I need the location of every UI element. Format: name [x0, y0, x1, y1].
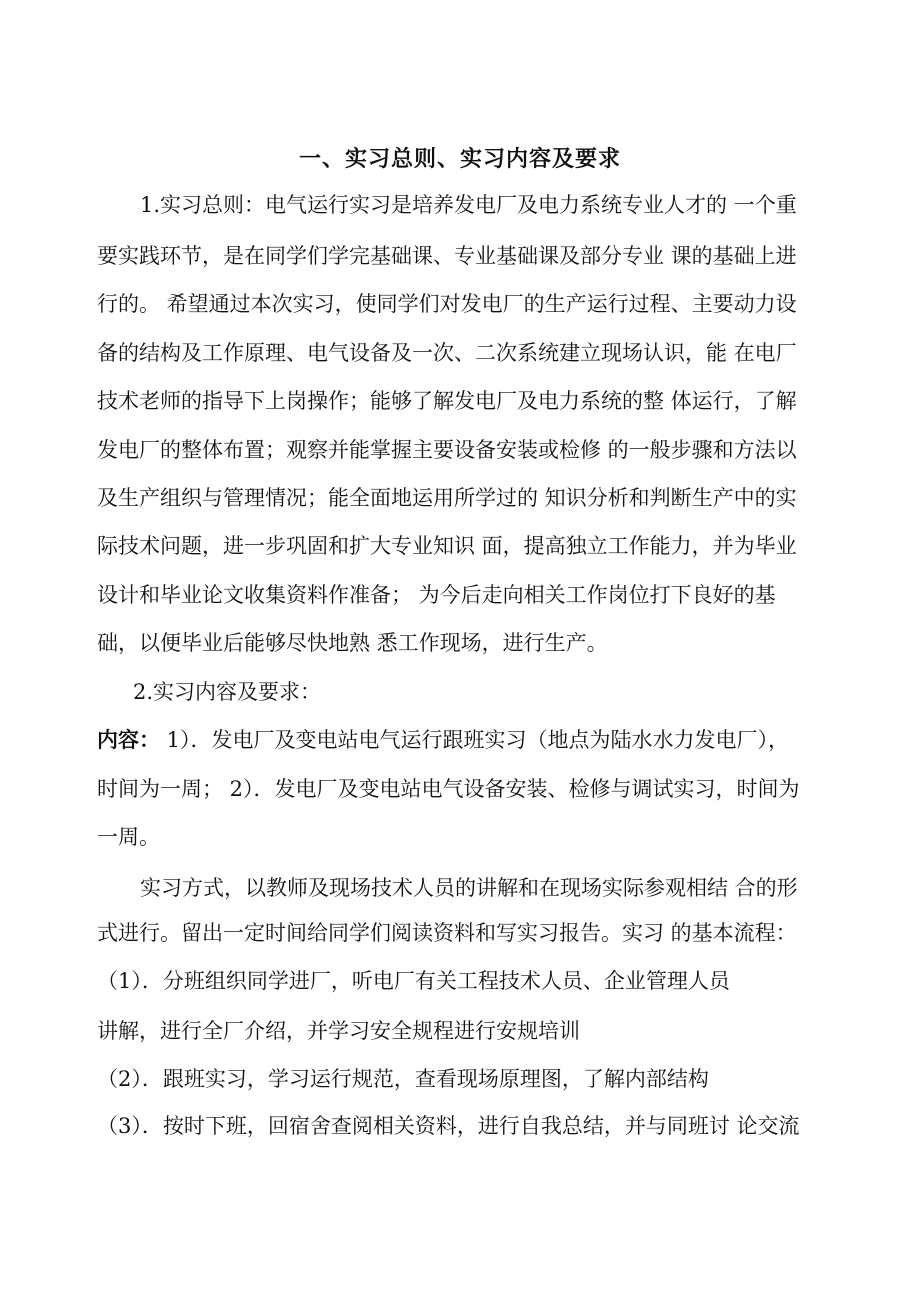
paragraph-line: 础，以便毕业后能够尽快地熟 悉工作现场，进行生产。 [97, 631, 608, 655]
list-item: （2）．跟班实习，学习运行规范，查看现场原理图，了解内部结构 [97, 1067, 709, 1091]
page-title: 一、实习总则、实习内容及要求 [298, 146, 621, 172]
paragraph-line: 技术老师的指导下上岗操作；能够了解发电厂及电力系统的整 体运行，了解 [97, 389, 797, 413]
paragraph-line: 式进行。留出一定时间给同学们阅读资料和写实习报告。实习 的基本流程： [97, 921, 797, 945]
paragraph-line: 1.实习总则：电气运行实习是培养发电厂及电力系统专业人才的 一个重 [140, 193, 797, 217]
content-line [97, 725, 789, 755]
list-item: （3）．按时下班，回宿舍查阅相关资料，进行自我总结，并与同班讨 论交流 [97, 1114, 800, 1138]
paragraph-line: 际技术问题，进一步巩固和扩大专业知识 面，提高独立工作能力，并为毕业 [97, 534, 797, 558]
paragraph-line: 设计和毕业论文收集资料作准备； 为今后走向相关工作岗位打下良好的基 [97, 583, 776, 607]
paragraph-line: 发电厂的整体布置；观察并能掌握主要设备安装或检修 的一般步骤和方法以 [97, 438, 797, 462]
content-text: 1）．发电厂及变电站电气运行跟班实习（地点为陆水水力发电厂）， [160, 728, 790, 752]
content-line: 一周。 [97, 825, 160, 849]
list-item: （1）．分班组织同学进厂，听电厂有关工程技术人员、企业管理人员 [97, 969, 730, 993]
paragraph-line: 行的。 希望通过本次实习，使同学们对发电厂的生产运行过程、主要动力设 [97, 292, 797, 316]
paragraph-line: 备的结构及工作原理、电气设备及一次、二次系统建立现场认识，能 在电厂 [97, 341, 797, 365]
paragraph-line: 及生产组织与管理情况；能全面地运用所学过的 知识分析和判断生产中的实 [97, 486, 797, 510]
paragraph-line: 要实践环节，是在同学们学完基础课、专业基础课及部分专业 课的基础上进 [97, 244, 797, 268]
list-item-continued: 讲解，进行全厂介绍，并学习安全规程进行安规培训 [97, 1019, 580, 1043]
paragraph-line: 实习方式，以教师及现场技术人员的讲解和在现场实际参观相结 合的形 [140, 876, 798, 900]
content-label: 内容： [97, 727, 160, 752]
section-heading: 2.实习内容及要求： [133, 680, 322, 704]
content-line: 时间为一周； 2）．发电厂及变电站电气设备安装、检修与调试实习，时间为 [97, 777, 800, 801]
